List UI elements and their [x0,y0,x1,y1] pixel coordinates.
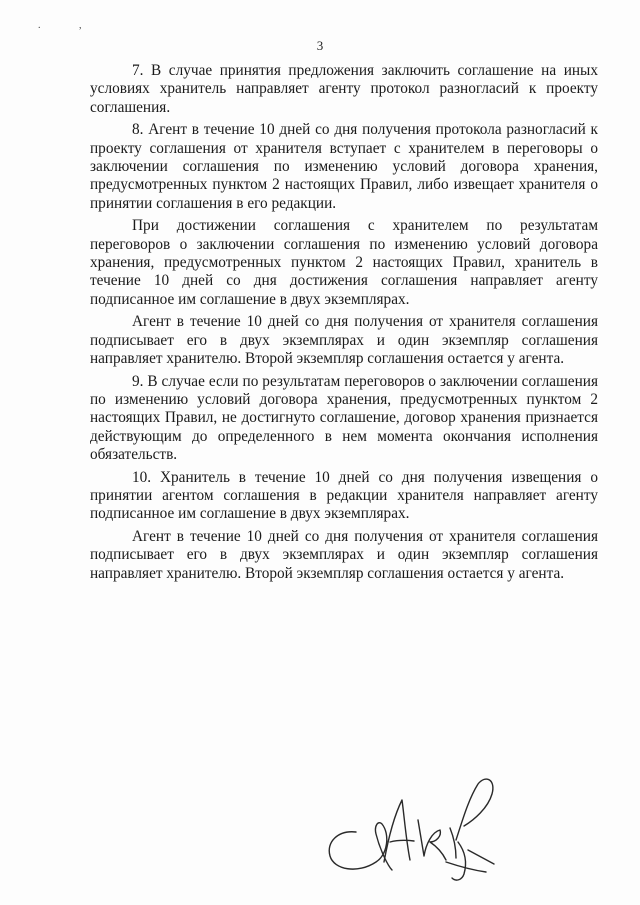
paragraph-9: 9. В случае если по результатам переговоров о заключении соглашения по изменению условий договора хранения, предусмотренных пунктом 2 настоящих Правил, не достигнуто соглашение, договор хранения признается действующим до определенного в нем момента окончания исполнения обязательств. [90,372,598,464]
paragraph-8: 8. Агент в течение 10 дней со дня получения протокола разногласий к проекту соглашения от хранителя вступает с хранителем в переговоры о заключении соглашения по изменению условий договора хранения, предусмотренных пунктом 2 настоящих Правил, либо извещает хранителя о принятии соглашения в его редакции. [90,121,598,212]
scan-marks: . , [38,20,100,31]
paragraph-10: 10. Хранитель в течение 10 дней со дня получения извещения о принятии агентом соглашения в редакции хранителя направляет агенту подписанное им соглашение в двух экземплярах. [90,468,598,523]
paragraph-10-agent-signing: Агент в течение 10 дней со дня получения от хранителя соглашения подписывает его в двух экземплярах и один экземпляр соглашения направляет хранителю. Второй экземпляр соглашения остается у агента. [90,527,598,582]
paragraph-8-agent-signing: Агент в течение 10 дней со дня получения от хранителя соглашения подписывает его в двух экземплярах и один экземпляр соглашения направляет хранителю. Второй экземпляр соглашения остается у агента. [90,313,598,368]
document-body [90,62,598,587]
paragraph-7: 7. В случае принятия предложения заключить соглашение на иных условиях хранитель направляет агенту протокол разногласий к проекту соглашения. [90,62,598,116]
paragraph-8-agreement: При достижении соглашения с хранителем по результатам переговоров о заключении соглашения по изменению условий договора хранения, предусмотренных пунктом 2 настоящих Правил, хранитель в течение 10 дней со дня достижения соглашения направляет агенту подписанное им соглашение в двух экземплярах. [90,217,598,308]
page-number: 3 [316,38,324,53]
signature-icon [318,770,508,885]
